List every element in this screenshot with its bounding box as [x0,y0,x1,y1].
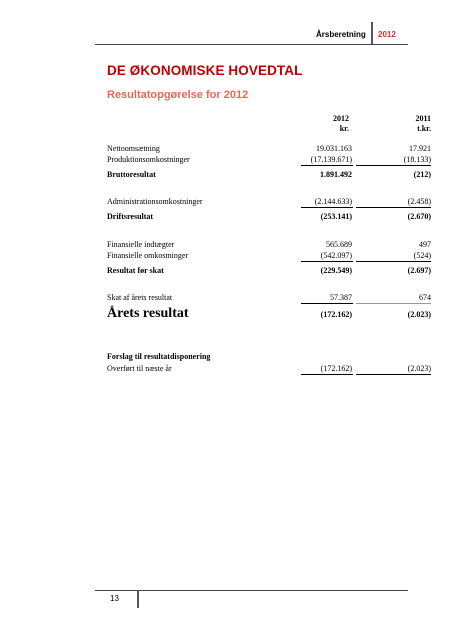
row-label: Overført til næste år [107,364,172,373]
column-header-2012 [310,114,349,134]
subtotal-underline [301,207,353,208]
value-2012: (253.141) [320,212,352,221]
value-2011: (2.023) [407,364,431,373]
column-header-2011 [392,114,431,134]
value-2012: 19.031.163 [316,144,352,153]
disposition-heading-row [107,352,431,364]
row-label: Administrationsomkostninger [107,197,203,206]
row-label: Bruttoresultat [107,170,156,179]
value-2012: (2.144.633) [314,197,352,206]
value-2011: 497 [419,240,431,249]
column-unit-2011: t.kr. [417,124,431,133]
header-rule [95,44,408,45]
value-2012: 57.387 [330,293,352,302]
page-title: DE ØKONOMISKE HOVEDTAL [107,63,303,78]
subtotal-underline [301,261,353,262]
value-2012: (542.097) [320,251,352,260]
table-row-subtotal [107,212,431,224]
column-year-2011: 2011 [415,114,431,123]
value-2012: (172.162) [320,364,352,373]
row-label: Finansielle indtægter [107,240,175,249]
subtotal-underline [356,261,431,262]
section-subtitle: Resultatopgørelse for 2012 [107,89,249,101]
header-divider [371,22,373,44]
value-2011: (2.670) [407,212,431,221]
subtotal-underline [356,165,431,166]
row-label: Nettoomsætning [107,144,160,153]
footer-rule [95,590,408,591]
subtotal-underline [356,303,431,304]
row-label: Driftsresultat [107,212,154,221]
footer-divider [137,590,139,608]
value-2011: (2.458) [407,197,431,206]
row-label: Skat af årets resultat [107,293,173,302]
report-year: 2012 [378,30,396,39]
report-title: Årsberetning [316,30,366,39]
value-2012: 565.689 [326,240,352,249]
table-row-subtotal [107,170,431,182]
value-2012: (229.549) [320,266,352,275]
subtotal-underline [301,303,353,304]
row-label: Produktionsomkostninger [107,155,190,164]
value-2012: 1.891.492 [320,170,352,179]
row-label: Finansielle omkostninger [107,251,189,260]
value-2011: (212) [413,170,431,179]
column-unit-2012: kr. [339,124,349,133]
value-2012: (172.162) [320,310,352,319]
row-label: Årets resultat [107,306,189,321]
value-2011: (2.697) [407,266,431,275]
subtotal-underline [301,165,353,166]
value-2012: (17.139.671) [310,155,352,164]
value-2011: (524) [413,251,431,260]
total-underline [356,374,431,375]
page-number: 13 [110,594,119,603]
value-2011: 17.921 [409,144,431,153]
row-label: Resultat før skat [107,266,164,275]
column-year-2012: 2012 [333,114,349,123]
subtotal-underline [356,207,431,208]
table-row-net-result [107,306,431,322]
table-row-subtotal [107,266,431,278]
value-2011: 674 [419,293,431,302]
total-underline [301,374,353,375]
value-2011: (18.133) [403,155,431,164]
value-2011: (2.023) [407,310,431,319]
disposition-heading: Forslag til resultatdisponering [107,352,211,361]
